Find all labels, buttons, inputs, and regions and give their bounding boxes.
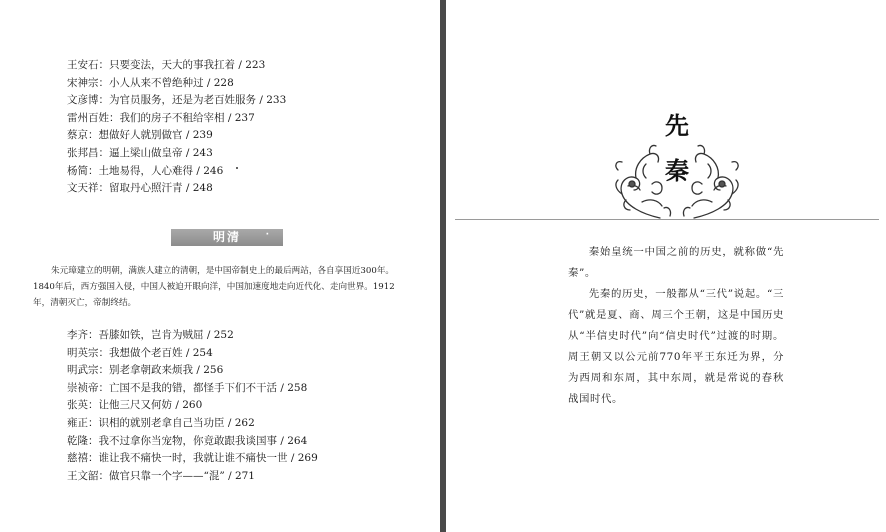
chapter-title-char-2: 秦 — [665, 156, 689, 185]
intro-paragraph-2: 先秦的历史，一般都从“三代”说起。“三代”就是夏、商、周三个王朝，这是中国历史从“半信史时代”向“信史时代”过渡的时期。周王朝又以公元前770年平王东迁为界，分为西周和东周，其中东周，就是常说的春秋战国时代。 — [568, 288, 784, 405]
section-title: 明清 — [212, 230, 241, 244]
toc-entry[interactable]: 明武宗：别老拿朝政来烦我 / 256 — [67, 364, 224, 377]
toc-entry[interactable]: 明英宗：我想做个老百姓 / 254 — [67, 346, 213, 359]
toc-entry[interactable]: 王文韶：做官只靠一个字——“混” / 271 — [67, 469, 255, 482]
toc-entry[interactable]: 慈禧：谁让我不痛快一时，我就让谁不痛快一世 / 269 — [67, 452, 318, 465]
toc-entry[interactable]: 宋神宗：小人从来不曾绝种过 / 228 — [67, 76, 234, 89]
toc-entry[interactable]: 雍正：识相的就别老拿自己当功臣 / 262 — [67, 416, 255, 429]
table-of-contents-ming-qing — [67, 327, 318, 485]
chapter-title-char-1: 先 — [665, 111, 689, 140]
toc-entry[interactable]: 李齐：吾膝如铁，岂肯为贼屈 / 252 — [67, 329, 234, 341]
section-intro: 朱元璋建立的明朝，满族人建立的清朝，是中国帝制史上的最后两站，各自享国近300年。1840年后，西方强国入侵，中国人被迫开眼向洋，中国加速度地走向近代化、走向世界。1912年，清朝灭亡，帝制终结。 — [33, 266, 395, 308]
stray-dot — [236, 167, 238, 169]
toc-entry[interactable]: 杨简：土地易得，人心难得 / 246 — [67, 164, 224, 177]
chapter-intro — [568, 242, 784, 410]
toc-entry[interactable]: 文彦博：为官员服务，还是为老百姓服务 / 233 — [67, 94, 287, 107]
chapter-divider — [455, 219, 879, 220]
toc-entry[interactable]: 崇祯帝：亡国不是我的错，都怪手下们不干活 / 258 — [67, 381, 308, 394]
toc-entry[interactable]: 雷州百姓：我们的房子不租给宰相 / 237 — [67, 111, 255, 124]
left-page — [0, 0, 440, 532]
intro-paragraph-1: 秦始皇统一中国之前的历史，就称做“先秦”。 — [568, 246, 784, 279]
toc-entry[interactable]: 蔡京：想做好人就别做官 / 239 — [67, 129, 213, 142]
table-of-contents-song — [67, 57, 286, 198]
toc-entry[interactable]: 乾隆：我不过拿你当宠物，你竟敢跟我谈国事 / 264 — [67, 434, 308, 447]
toc-entry[interactable]: 王安石：只要变法，天大的事我扛着 / 223 — [67, 59, 266, 71]
toc-entry[interactable]: 张英：让他三尺又何妨 / 260 — [67, 399, 203, 412]
section-mark: · — [265, 230, 269, 240]
toc-entry[interactable]: 文天祥：留取丹心照汗青 / 248 — [67, 182, 213, 195]
section-banner — [171, 229, 283, 246]
toc-entry[interactable]: 张邦昌：逼上梁山做皇帝 / 243 — [67, 146, 213, 159]
